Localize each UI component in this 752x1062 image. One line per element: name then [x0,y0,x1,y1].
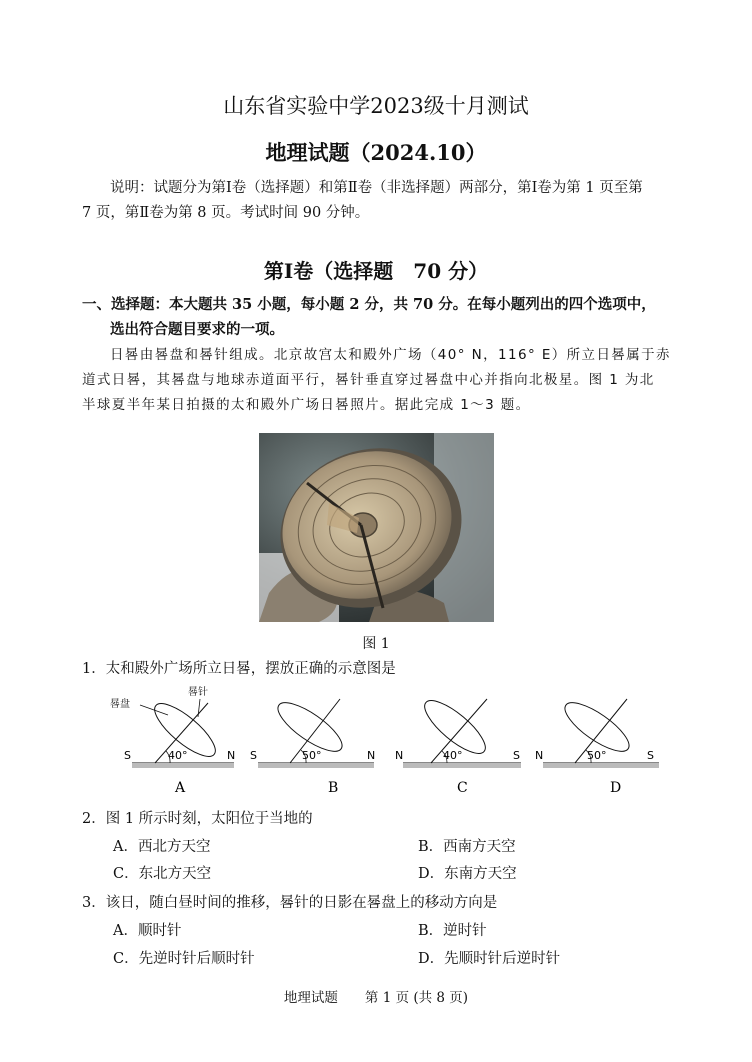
section-title: 第Ⅰ卷（选择题 70 分） [263,259,489,283]
diagram-c-angle: 40° [443,749,463,762]
question-2-option-d[interactable]: D．东南方天空 [418,866,517,882]
sundial-photo [259,433,494,622]
note-line-1: 说明：试题分为第Ⅰ卷（选择题）和第Ⅱ卷（非选择题）两部分，第Ⅰ卷为第 1 页至第 [110,180,643,196]
question-1-diagrams [110,685,670,795]
diagram-a-left: S [124,749,131,762]
subject-title: 地理试题（2024.10） [265,140,487,165]
section-instruction [82,292,674,342]
dial-label: 晷盘 [110,699,130,710]
diagram-a [110,685,235,795]
diagram-c [395,693,521,795]
question-3-option-b[interactable]: B．逆时针 [418,923,487,939]
diagram-b-angle: 50° [302,749,322,762]
instruction-line-2: 选出符合题目要求的一项。 [110,321,284,338]
instructions-note [82,176,674,226]
gnomon-label: 晷针 [188,687,208,698]
diagram-a-letter: A [175,780,186,795]
question-2-option-b[interactable]: B．西南方天空 [418,839,516,855]
diagram-a-angle: 40° [168,749,188,762]
question-2-option-c[interactable]: C．东北方天空 [113,866,212,882]
diagram-b [250,695,375,795]
diagram-d [535,695,659,795]
page-footer: 地理试题 第 1 页 (共 8 页) [283,990,469,1006]
passage-line-2: 道式日晷，其晷盘与地球赤道面平行，晷针垂直穿过晷盘中心并指向北极星。图 1 为北 [82,372,655,388]
passage-line-1: 日晷由晷盘和晷针组成。北京故宫太和殿外广场（40° N，116° E）所立日晷属于赤 [110,347,671,363]
question-2-option-a[interactable]: A．西北方天空 [113,839,211,855]
diagram-b-letter: B [328,780,339,795]
diagram-c-left: N [395,749,404,762]
question-3-option-d[interactable]: D．先顺时针后逆时针 [418,951,561,967]
question-1-stem: 1．太和殿外广场所立日晷，摆放正确的示意图是 [82,661,396,677]
exam-title: 山东省实验中学2023级十月测试 [223,94,529,118]
passage-line-3: 半球夏半年某日拍摄的太和殿外广场日晷照片。据此完成 1～3 题。 [82,397,531,413]
question-3-option-c[interactable]: C．先逆时针后顺时针 [113,951,255,967]
diagram-d-angle: 50° [587,749,607,762]
diagram-a-right: N [227,749,236,762]
question-3-stem: 3．该日，随白昼时间的推移，晷针的日影在晷盘上的移动方向是 [82,895,498,911]
instruction-line-1: 一、选择题：本大题共 35 小题，每小题 2 分，共 70 分。在每小题列出的四个选项中， [82,296,656,313]
note-line-2: 7 页，第Ⅱ卷为第 8 页。考试时间 90 分钟。 [82,205,370,221]
diagram-c-letter: C [457,780,468,795]
diagram-c-right: S [513,749,520,762]
figure-1-caption: 图 1 [362,636,390,652]
diagram-d-letter: D [610,780,622,795]
diagram-b-right: N [367,749,376,762]
reading-passage [82,343,674,418]
diagram-d-left: N [535,749,544,762]
question-3-option-a[interactable]: A．顺时针 [113,923,182,939]
diagram-d-right: S [647,749,654,762]
diagram-b-left: S [250,749,257,762]
question-2-stem: 2．图 1 所示时刻，太阳位于当地的 [82,811,313,827]
